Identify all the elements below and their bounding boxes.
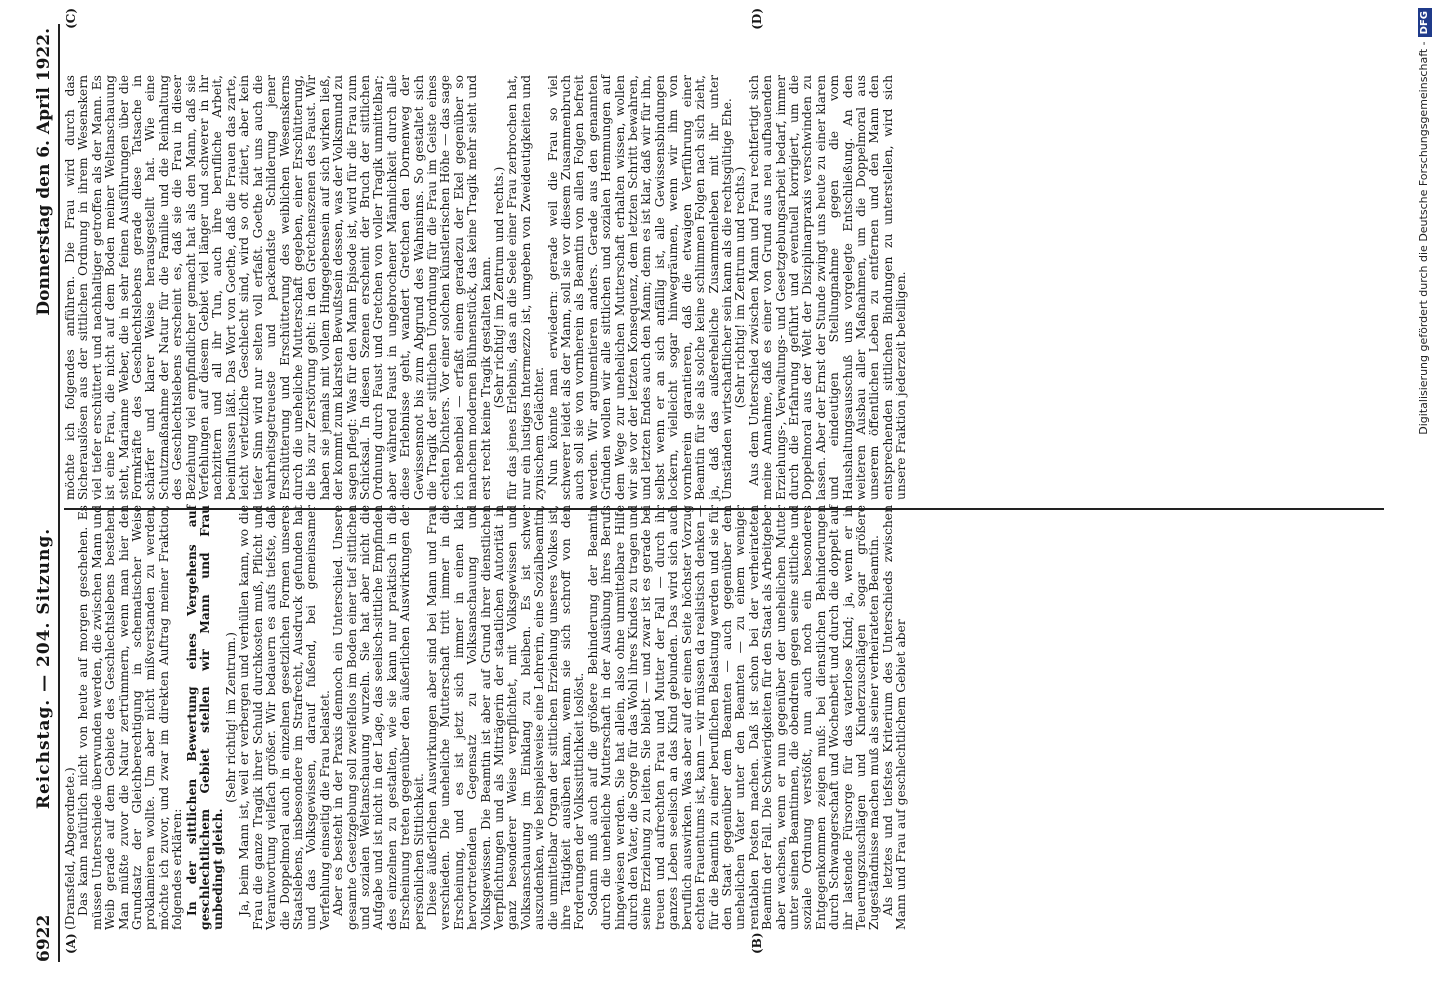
digitization-credit	[1414, 0, 1434, 1000]
paragraph: Aus dem Unterschied zwischen Mann und Frau rechtfertigt sich meine Annahme, daß es einer von Grund aus neu aufbauenden Erziehungs-, Verwaltungs- und Gesetzgebungsarbeit bedarf, immer durch die Erfahrung geführt und eventuell korrigiert, um die Doppelmoral aus der Welt der Disziplinarpraxis verschwinden zu lassen. Aber der Ernst der Stunde zwingt uns heute zu einer klaren und eindeutigen Stellungnahme gegen die vom Haushaltungsausschuß uns vorgelegte Entschließung. An den weiteren Ausbau aller Maßnahmen, um die Doppelmoral aus unserem öffentlichen Leben zu entfernen und den Mann den entsprechenden sittlichen Bindungen zu unterstellen, wird sich unsere Fraktion jederzeit beteiligen.	[746, 75, 909, 500]
page-header	[20, 24, 54, 962]
speaker-label: (Dransfeld, Abgeordnete.)	[63, 767, 77, 930]
page-number: 6922	[34, 914, 54, 962]
session-date: Donnerstag den 6. April 1922.	[34, 28, 54, 316]
credit-text: Digitalisierung gefördert durch die Deutsche Forschungsgemeinschaft -	[1417, 41, 1430, 435]
paragraph: Sodann muß auch auf die größere Behinderung der Beamtin durch die uneheliche Mutterschaft in der Ausübung ihres Berufs hingewiesen werden. Sie hat allein, also ohne unmittelbare Hilfe durch den Vater, die Sorge für das Wohl ihres Kindes zu tragen und seine Erziehung zu leiten. Sie bleibt — und zwar ist es gerade bei treuen und aufrechten Frau und Mutter der Fall — durch ihr ganzes Leben seelisch an das Kind gebunden. Das wird sich auch beruflich auswirken. Was aber auf der einen Seite höchster Vorzug echten Frauentums ist, kann — wir müssen da realistisch denken — für die Beamtin zu einer beruflichen Belastung werden und sie für den Staat gegenüber dem Beamten — auch gegenüber dem unehelichen Vater unter den Beamten — zu einem weniger rentablen Posten machen. Daß ist schon bei der verheirateten Beamtin der Fall. Die Schwierigkeiten für den Staat als Arbeitgeber aber wachsen, wenn er nun gegenüber der unehelichen Mutter unter seinen Beamtinnen, die obendrein gegen seine sittliche und soziale Ordnung verstößt, nun auch noch ein besonderes Entgegenkommen zeigen muß: bei dienstlichen Behinderungen durch Schwangerschaft und Wochenbett und durch die doppelt auf ihr lastende Fürsorge für das vaterlose Kind; ja, wenn er in Teuerungszuschlägen und Kinderzuschlägen sogar größere Zugeständnisse machen muß als seiner verheirateten Beamtin.	[585, 505, 882, 930]
header-rule	[58, 24, 60, 962]
margin-marker-b: (B)	[750, 932, 764, 954]
paragraph: Diese äußerlichen Auswirkungen aber sind bei Mann und Frau verschieden. Die uneheliche Mutterschaft tritt immer in die Erscheinung, und es ist jetzt sich immer in einen klar hervortretenden Gegensatz zu Volksanschauung und Volksgewissen. Die Beamtin ist aber auf Grund ihrer dienstlichen Verpflichtungen und als Mitträgerin der staatlichen Autorität in ganz besonderer Weise verpflichtet, mit Volksgewissen und Volksanschauung im Einklang zu bleiben. Es ist schwer auszudenken, wie beispielsweise eine Lehrerin, eine Sozialbeamtin, die unmittelbar Organ der sittlichen Erziehung unseres Volkes ist, ihre Tätigkeit ausüben kann, wenn sie sich schroff von den Forderungen der Volkssittlichkeit loslöst.	[424, 505, 587, 930]
paragraph: Aber es besteht in der Praxis dennoch ein Unterschied. Unsere gesamte Gesetzgebung soll zweifellos im Boden einer tief sittlichen und sozialen Weltanschauung wurzeln. Sie hat aber nicht die Aufgabe und ist nicht in der Lage, das seelisch-sittliche Empfinden des einzelnen zu gestalten, wie sie kann nur praktisch in die Erscheinung treten gegenüber den äußerlichen Auswirkungen der persönlichen Sittlichkeit.	[331, 505, 426, 930]
interjection: (Sehr richtig! im Zentrum und rechts.)	[733, 166, 748, 409]
margin-marker-a: (A)	[64, 933, 78, 954]
paragraph: Als letztes und tiefstes Kriterium des Unterschieds zwischen Mann und Frau auf geschlechtlichem Gebiet aber	[880, 505, 909, 930]
interjection: (Sehr richtig! im Zentrum.)	[223, 632, 238, 803]
paragraph: Das kann natürlich nicht von heute auf morgen geschehen. Es müssen Unterschiede überwunden werden, die zwischen Mann und Weib gerade auf dem Gebiete des Geschlechtslebens bestehen. Man müßte zuvor die Natur zertrümmern, wenn man hier den Grundsatz der Gleichberechtigung in schematischer Weise proklamieren wollte. Um aber nicht mißverstanden zu werden, möchte ich zuvor, und zwar im direkten Auftrag meiner Fraktion, folgendes erklären:	[76, 505, 185, 930]
dfg-logo: DFG	[1418, 8, 1432, 37]
paragraph: Nun könnte man erwiedern: gerade weil die Frau so viel schwerer leidet als der Mann, soll sie vor diesem Zusammenbruch auch soll sie von vornherein als Beamtin von allen Folgen befreit werden. Wir argumentieren anders. Gerade aus den genannten Gründen wollen wir alle sittlichen und sozialen Hemmungen auf dem Wege zur unehelichen Mutterschaft erhalten wissen, wollen wir sie vor der letzten Konsequenz, dem letzten Schritt bewahren, und letzten Endes auch den Mann; denn es ist klar, daß wir für ihn, selbst wenn er an sich anfällig ist, alle Gewissensbindungen lockern, vielleicht sogar hinwegräumen, wenn wir ihm von vornherein garantieren, daß die etwaigen Verführung einer Beamtin für sie als solche keine schlimmen Folgen nach sich zieht, ja, daß das außereheliche Zusammenleben mit ihr unter Umständen wirtschaftlicher sein kann als die rechtsgültige Ehe.	[545, 75, 734, 500]
paragraph: für das jenes Erlebnis, das an die Seele einer Frau zerbrochen hat, nur ein lustiges Intermezzo ist, umgeben von Zweideutigkeiten und zynischem Gelächter.	[505, 75, 547, 500]
margin-marker-d: (D)	[750, 8, 764, 30]
session-title: Reichstag. — 204. Sitzung.	[34, 527, 54, 810]
paragraph: möchte ich folgendes anführen. Die Frau wird durch das Sicherauslösen aus der sittlichen Ordnung in ihrem Wesenskern viel tiefer erschüttert und nachhaltiger getroffen als der Mann. Es ist eine Frau, die nicht auf dem Boden meiner Weltanschauung steht, Marianne Weber, die in sehr feinen Ausführungen über die Formkräfte des Geschlechtslebens gerade diese Tatsache in schärfer und klarer Weise herausgestellt hat. Wie eine Schutzmaßnahme der Natur für die Familie und die Reinhaltung des Geschlechtslebens erscheint es, daß sie die Frau in dieser Beziehung viel empfindlicher gemacht hat als den Mann, daß sie Verfehlungen auf diesem Gebiet viel länger und schwerer in ihr nachzittern und all ihr Tun, auch ihre berufliche Arbeit, beeinflussen läßt. Das Wort von Goethe, daß die Frauen das zarte, leicht verletzliche Geschlecht sind, wird so oft zitiert, aber kein tiefer Sinn wird nur selten voll erfaßt. Goethe hat uns auch die wahrheitsgetreueste und packendste Schilderung jener Erschütterung und Erschütterung des weiblichen Wesenskerns durch die uneheliche Mutterschaft gegeben, einer Erschütterung, die bis zur Zerstörung geht: in den Gretchenszenen des Faust. Wir haben sie jemals mit vollem Hingegebensein auf sich wirken ließ, der kommt zum klarsten Bewußtsein dessen, was der Volksmund zu sagen pflegt: Was für den Mann Episode ist, wird für die Frau zum Schicksal. In diesen Szenen erscheint der Bruch der sittlichen Ordnung durch Faust und Gretchen von voller Tragik unmittelbar; aber während Faust in ungebrochener Männlichkeit durch alle diese Erlebnisse geht, wandert Gretchen den Dornenweg der Gewissensnot bis zum Abgrund des Wahnsinns. So gestaltet sich die Tragik der sittlichen Unordnung für die Frau im Geiste eines echten Dichters. Vor einer solchen künstlerischen Höhe — das sage ich nebenbei — erfaßt einem geradezu der Ekel gegenüber so manchem modernen Bühnenstück, das keine Tragik mehr sieht und erst recht keine Tragik gestalten kann.	[63, 75, 493, 500]
paragraph: Ja, beim Mann ist, weil er verbergen und verhüllen kann, wo die Frau die ganze Tragik ihrer Schuld durchkosten muß, Pflicht und Verantwortung vielfach größer. Wir bedauern es aufs tiefste, daß die Doppelmoral auch in einzelnen gesetzlichen Formen unseres Staatslebens, insbesondere im Strafrecht, Ausdruck gefunden hat und das Volksgewissen, darauf fußend, bei gemeinsamer Verfehlung einseitig die Frau belastet.	[237, 505, 332, 930]
left-column	[64, 505, 1384, 930]
margin-marker-c: (C)	[64, 8, 78, 29]
right-column	[64, 75, 1384, 500]
interjection: (Sehr richtig! im Zentrum und rechts.)	[492, 166, 506, 409]
column-divider	[64, 508, 1384, 510]
paragraph-emphasis: In der sittlichen Bewertung eines Vergehens auf geschlechtlichem Gebiet stellen wir Mann und Frau unbedingt gleich.	[183, 505, 226, 930]
